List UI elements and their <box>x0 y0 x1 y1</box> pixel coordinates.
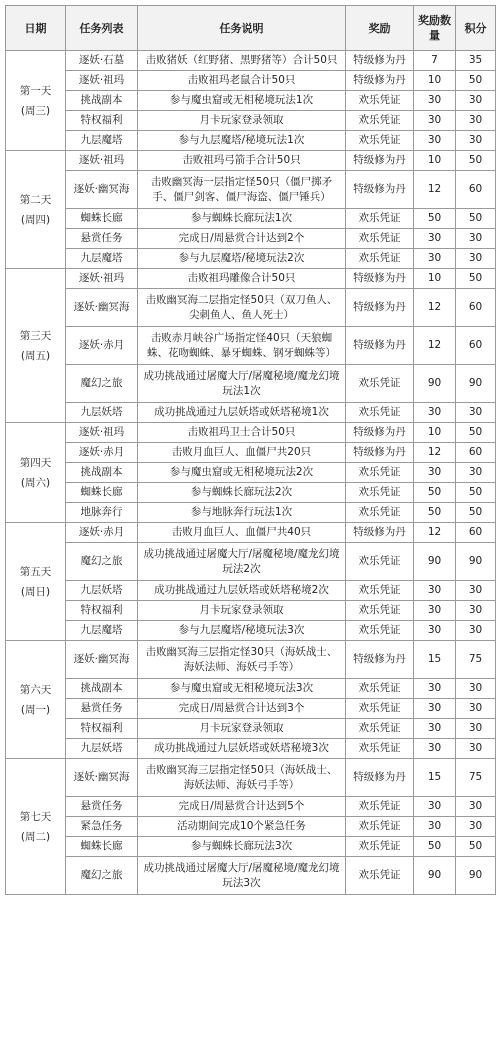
day-weekday: (周二) <box>20 830 51 843</box>
day-name: 第一天 <box>19 84 52 97</box>
task-desc-cell: 参与九层魔塔/秘境玩法1次 <box>138 131 346 151</box>
table-row <box>6 641 496 679</box>
points-cell: 35 <box>456 51 496 71</box>
table-row <box>6 857 496 895</box>
task-name-cell: 蜘蛛长廊 <box>66 837 138 857</box>
table-row <box>6 91 496 111</box>
table-row <box>6 151 496 171</box>
table-row <box>6 111 496 131</box>
reward-cell: 欢乐凭证 <box>346 91 414 111</box>
table-header <box>6 6 496 51</box>
task-name-cell: 特权福利 <box>66 601 138 621</box>
task-name-cell: 逐妖·祖玛 <box>66 423 138 443</box>
task-desc-cell: 成功挑战通过九层妖塔或妖塔秘境3次 <box>138 739 346 759</box>
reward-qty-cell: 50 <box>414 503 456 523</box>
points-cell: 30 <box>456 463 496 483</box>
table-row <box>6 719 496 739</box>
reward-cell: 欢乐凭证 <box>346 601 414 621</box>
task-name-cell: 逐妖·幽冥海 <box>66 289 138 327</box>
points-cell: 30 <box>456 679 496 699</box>
points-cell: 75 <box>456 759 496 797</box>
task-name-cell: 悬赏任务 <box>66 797 138 817</box>
day-weekday: (周日) <box>20 585 51 598</box>
task-desc-cell: 参与魔虫窟或无相秘境玩法2次 <box>138 463 346 483</box>
reward-qty-cell: 30 <box>414 739 456 759</box>
points-cell: 30 <box>456 621 496 641</box>
reward-cell: 欢乐凭证 <box>346 209 414 229</box>
points-cell: 30 <box>456 249 496 269</box>
points-cell: 60 <box>456 327 496 365</box>
task-schedule-table <box>5 5 496 895</box>
task-desc-cell: 击败祖玛弓箭手合计50只 <box>138 151 346 171</box>
reward-qty-cell: 10 <box>414 151 456 171</box>
table-row <box>6 601 496 621</box>
day-name: 第三天 <box>19 329 52 342</box>
reward-qty-cell: 10 <box>414 269 456 289</box>
reward-qty-cell: 12 <box>414 289 456 327</box>
reward-qty-cell: 90 <box>414 543 456 581</box>
task-desc-cell: 击败祖玛雕像合计50只 <box>138 269 346 289</box>
header-reward: 奖励 <box>346 6 414 51</box>
task-name-cell: 挑战副本 <box>66 91 138 111</box>
points-cell: 30 <box>456 817 496 837</box>
task-name-cell: 挑战副本 <box>66 463 138 483</box>
task-name-cell: 紧急任务 <box>66 817 138 837</box>
task-desc-cell: 成功挑战通过九层妖塔或妖塔秘境1次 <box>138 403 346 423</box>
day-weekday: (周三) <box>20 104 51 117</box>
task-name-cell: 逐妖·石墓 <box>66 51 138 71</box>
table-row <box>6 289 496 327</box>
points-cell: 30 <box>456 719 496 739</box>
points-cell: 50 <box>456 423 496 443</box>
points-cell: 60 <box>456 289 496 327</box>
reward-cell: 特级修为丹 <box>346 423 414 443</box>
task-name-cell: 逐妖·赤月 <box>66 523 138 543</box>
reward-qty-cell: 50 <box>414 209 456 229</box>
task-name-cell: 逐妖·祖玛 <box>66 71 138 91</box>
reward-qty-cell: 30 <box>414 249 456 269</box>
task-name-cell: 挑战副本 <box>66 679 138 699</box>
task-desc-cell: 完成日/周悬赏合计达到3个 <box>138 699 346 719</box>
reward-qty-cell: 12 <box>414 171 456 209</box>
task-desc-cell: 月卡玩家登录领取 <box>138 111 346 131</box>
reward-cell: 欢乐凭证 <box>346 131 414 151</box>
table-row <box>6 209 496 229</box>
table-row <box>6 503 496 523</box>
task-name-cell: 悬赏任务 <box>66 229 138 249</box>
reward-cell: 特级修为丹 <box>346 759 414 797</box>
task-desc-cell: 完成日/周悬赏合计达到2个 <box>138 229 346 249</box>
reward-qty-cell: 30 <box>414 797 456 817</box>
reward-cell: 欢乐凭证 <box>346 463 414 483</box>
day-weekday: (周一) <box>20 703 51 716</box>
reward-qty-cell: 10 <box>414 423 456 443</box>
reward-qty-cell: 30 <box>414 91 456 111</box>
reward-cell: 特级修为丹 <box>346 523 414 543</box>
table-row <box>6 817 496 837</box>
reward-qty-cell: 90 <box>414 365 456 403</box>
reward-qty-cell: 30 <box>414 679 456 699</box>
points-cell: 30 <box>456 111 496 131</box>
reward-cell: 特级修为丹 <box>346 443 414 463</box>
day-name: 第六天 <box>19 683 52 696</box>
table-row <box>6 837 496 857</box>
day-weekday: (周四) <box>20 213 51 226</box>
task-name-cell: 悬赏任务 <box>66 699 138 719</box>
reward-cell: 欢乐凭证 <box>346 837 414 857</box>
reward-cell: 欢乐凭证 <box>346 403 414 423</box>
task-desc-cell: 参与魔虫窟或无相秘境玩法1次 <box>138 91 346 111</box>
points-cell: 50 <box>456 151 496 171</box>
task-desc-cell: 击败祖玛老鼠合计50只 <box>138 71 346 91</box>
reward-qty-cell: 50 <box>414 483 456 503</box>
day-name: 第二天 <box>19 193 52 206</box>
table-row <box>6 229 496 249</box>
table-row <box>6 759 496 797</box>
task-name-cell: 特权福利 <box>66 719 138 739</box>
day-cell <box>6 151 66 269</box>
table-row <box>6 679 496 699</box>
task-desc-cell: 击败猪妖（红野猪、黑野猪等）合计50只 <box>138 51 346 71</box>
table-row <box>6 483 496 503</box>
task-desc-cell: 成功挑战通过屠魔大厅/屠魔秘境/魔龙幻境玩法2次 <box>138 543 346 581</box>
task-desc-cell: 成功挑战通过屠魔大厅/屠魔秘境/魔龙幻境玩法1次 <box>138 365 346 403</box>
reward-qty-cell: 90 <box>414 857 456 895</box>
task-name-cell: 地脉奔行 <box>66 503 138 523</box>
task-name-cell: 逐妖·赤月 <box>66 443 138 463</box>
points-cell: 50 <box>456 71 496 91</box>
task-name-cell: 逐妖·赤月 <box>66 327 138 365</box>
task-desc-cell: 参与蜘蛛长廊玩法2次 <box>138 483 346 503</box>
day-cell <box>6 641 66 759</box>
task-desc-cell: 活动期间完成10个紧急任务 <box>138 817 346 837</box>
reward-qty-cell: 15 <box>414 641 456 679</box>
task-desc-cell: 击败幽冥海三层指定怪50只（海妖战士、海妖法师、海妖弓手等） <box>138 759 346 797</box>
table-row <box>6 403 496 423</box>
header-desc: 任务说明 <box>138 6 346 51</box>
task-name-cell: 九层魔塔 <box>66 621 138 641</box>
reward-qty-cell: 30 <box>414 601 456 621</box>
day-name: 第四天 <box>19 456 52 469</box>
table-row <box>6 171 496 209</box>
points-cell: 30 <box>456 699 496 719</box>
reward-qty-cell: 7 <box>414 51 456 71</box>
task-desc-cell: 击败月血巨人、血僵尸共20只 <box>138 443 346 463</box>
task-name-cell: 九层妖塔 <box>66 739 138 759</box>
points-cell: 30 <box>456 229 496 249</box>
task-name-cell: 逐妖·幽冥海 <box>66 759 138 797</box>
task-desc-cell: 击败赤月峡谷广场指定怪40只（天狼蜘蛛、花吻蜘蛛、暴牙蜘蛛、钢牙蜘蛛等） <box>138 327 346 365</box>
header-day: 日期 <box>6 6 66 51</box>
task-desc-cell: 月卡玩家登录领取 <box>138 719 346 739</box>
table-row <box>6 699 496 719</box>
reward-qty-cell: 30 <box>414 229 456 249</box>
reward-qty-cell: 30 <box>414 621 456 641</box>
task-desc-cell: 击败月血巨人、血僵尸共40只 <box>138 523 346 543</box>
reward-cell: 欢乐凭证 <box>346 621 414 641</box>
reward-cell: 特级修为丹 <box>346 171 414 209</box>
reward-cell: 欢乐凭证 <box>346 739 414 759</box>
day-cell <box>6 759 66 895</box>
reward-qty-cell: 30 <box>414 817 456 837</box>
task-desc-cell: 击败幽冥海三层指定怪30只（海妖战士、海妖法师、海妖弓手等） <box>138 641 346 679</box>
points-cell: 50 <box>456 209 496 229</box>
task-desc-cell: 击败幽冥海二层指定怪50只（双刀鱼人、尖刺鱼人、鱼人死士） <box>138 289 346 327</box>
points-cell: 90 <box>456 365 496 403</box>
table-row <box>6 543 496 581</box>
reward-qty-cell: 30 <box>414 719 456 739</box>
reward-cell: 欢乐凭证 <box>346 249 414 269</box>
reward-cell: 欢乐凭证 <box>346 503 414 523</box>
task-desc-cell: 参与蜘蛛长廊玩法1次 <box>138 209 346 229</box>
points-cell: 60 <box>456 171 496 209</box>
task-name-cell: 魔幻之旅 <box>66 365 138 403</box>
table-row <box>6 797 496 817</box>
header-task: 任务列表 <box>66 6 138 51</box>
task-desc-cell: 参与蜘蛛长廊玩法3次 <box>138 837 346 857</box>
points-cell: 30 <box>456 601 496 621</box>
table-row <box>6 51 496 71</box>
header-qty: 奖励数量 <box>414 6 456 51</box>
task-name-cell: 蜘蛛长廊 <box>66 483 138 503</box>
reward-cell: 特级修为丹 <box>346 327 414 365</box>
reward-cell: 欢乐凭证 <box>346 365 414 403</box>
reward-qty-cell: 30 <box>414 699 456 719</box>
task-name-cell: 魔幻之旅 <box>66 543 138 581</box>
points-cell: 50 <box>456 483 496 503</box>
reward-qty-cell: 12 <box>414 523 456 543</box>
reward-cell: 特级修为丹 <box>346 289 414 327</box>
points-cell: 50 <box>456 503 496 523</box>
day-weekday: (周五) <box>20 349 51 362</box>
points-cell: 30 <box>456 739 496 759</box>
task-name-cell: 九层妖塔 <box>66 581 138 601</box>
task-name-cell: 蜘蛛长廊 <box>66 209 138 229</box>
table-body <box>6 51 496 895</box>
reward-cell: 特级修为丹 <box>346 269 414 289</box>
day-cell <box>6 269 66 423</box>
points-cell: 30 <box>456 131 496 151</box>
day-cell <box>6 51 66 151</box>
task-name-cell: 九层妖塔 <box>66 403 138 423</box>
table-row <box>6 71 496 91</box>
reward-qty-cell: 12 <box>414 443 456 463</box>
task-desc-cell: 参与九层魔塔/秘境玩法2次 <box>138 249 346 269</box>
reward-cell: 欢乐凭证 <box>346 679 414 699</box>
task-desc-cell: 参与地脉奔行玩法1次 <box>138 503 346 523</box>
points-cell: 60 <box>456 443 496 463</box>
task-name-cell: 特权福利 <box>66 111 138 131</box>
table-row <box>6 423 496 443</box>
reward-qty-cell: 30 <box>414 463 456 483</box>
points-cell: 75 <box>456 641 496 679</box>
reward-cell: 欢乐凭证 <box>346 797 414 817</box>
reward-cell: 特级修为丹 <box>346 51 414 71</box>
task-desc-cell: 成功挑战通过屠魔大厅/屠魔秘境/魔龙幻境玩法3次 <box>138 857 346 895</box>
points-cell: 30 <box>456 797 496 817</box>
points-cell: 30 <box>456 581 496 601</box>
task-desc-cell: 参与九层魔塔/秘境玩法3次 <box>138 621 346 641</box>
reward-qty-cell: 30 <box>414 111 456 131</box>
reward-qty-cell: 10 <box>414 71 456 91</box>
points-cell: 50 <box>456 269 496 289</box>
points-cell: 90 <box>456 543 496 581</box>
reward-cell: 欢乐凭证 <box>346 699 414 719</box>
task-name-cell: 九层魔塔 <box>66 249 138 269</box>
reward-cell: 欢乐凭证 <box>346 719 414 739</box>
reward-qty-cell: 30 <box>414 403 456 423</box>
task-desc-cell: 参与魔虫窟或无相秘境玩法3次 <box>138 679 346 699</box>
table-row <box>6 365 496 403</box>
reward-cell: 欢乐凭证 <box>346 857 414 895</box>
reward-cell: 欢乐凭证 <box>346 111 414 131</box>
day-weekday: (周六) <box>20 476 51 489</box>
points-cell: 30 <box>456 91 496 111</box>
task-desc-cell: 击败祖玛卫士合计50只 <box>138 423 346 443</box>
reward-qty-cell: 15 <box>414 759 456 797</box>
header-points: 积分 <box>456 6 496 51</box>
table-row <box>6 327 496 365</box>
table-row <box>6 443 496 463</box>
task-name-cell: 逐妖·幽冥海 <box>66 171 138 209</box>
reward-cell: 特级修为丹 <box>346 71 414 91</box>
task-name-cell: 魔幻之旅 <box>66 857 138 895</box>
table-row <box>6 131 496 151</box>
task-desc-cell: 成功挑战通过九层妖塔或妖塔秘境2次 <box>138 581 346 601</box>
day-cell <box>6 423 66 523</box>
task-name-cell: 九层魔塔 <box>66 131 138 151</box>
table-row <box>6 249 496 269</box>
table-row <box>6 269 496 289</box>
day-name: 第七天 <box>19 810 52 823</box>
reward-cell: 欢乐凭证 <box>346 543 414 581</box>
reward-qty-cell: 30 <box>414 131 456 151</box>
reward-cell: 欢乐凭证 <box>346 229 414 249</box>
day-name: 第五天 <box>19 565 52 578</box>
reward-cell: 特级修为丹 <box>346 151 414 171</box>
points-cell: 60 <box>456 523 496 543</box>
reward-qty-cell: 30 <box>414 581 456 601</box>
reward-cell: 特级修为丹 <box>346 641 414 679</box>
task-name-cell: 逐妖·祖玛 <box>66 151 138 171</box>
day-cell <box>6 523 66 641</box>
reward-cell: 欢乐凭证 <box>346 817 414 837</box>
table-row <box>6 463 496 483</box>
task-desc-cell: 击败幽冥海一层指定怪50只（僵尸掷矛手、僵尸剑客、僵尸海盗、僵尸锤兵） <box>138 171 346 209</box>
table-row <box>6 581 496 601</box>
points-cell: 90 <box>456 857 496 895</box>
reward-cell: 欢乐凭证 <box>346 581 414 601</box>
reward-qty-cell: 50 <box>414 837 456 857</box>
points-cell: 50 <box>456 837 496 857</box>
table-row <box>6 621 496 641</box>
table-row <box>6 739 496 759</box>
points-cell: 30 <box>456 403 496 423</box>
reward-qty-cell: 12 <box>414 327 456 365</box>
task-name-cell: 逐妖·幽冥海 <box>66 641 138 679</box>
task-desc-cell: 完成日/周悬赏合计达到5个 <box>138 797 346 817</box>
reward-cell: 欢乐凭证 <box>346 483 414 503</box>
task-desc-cell: 月卡玩家登录领取 <box>138 601 346 621</box>
table-row <box>6 523 496 543</box>
task-name-cell: 逐妖·祖玛 <box>66 269 138 289</box>
